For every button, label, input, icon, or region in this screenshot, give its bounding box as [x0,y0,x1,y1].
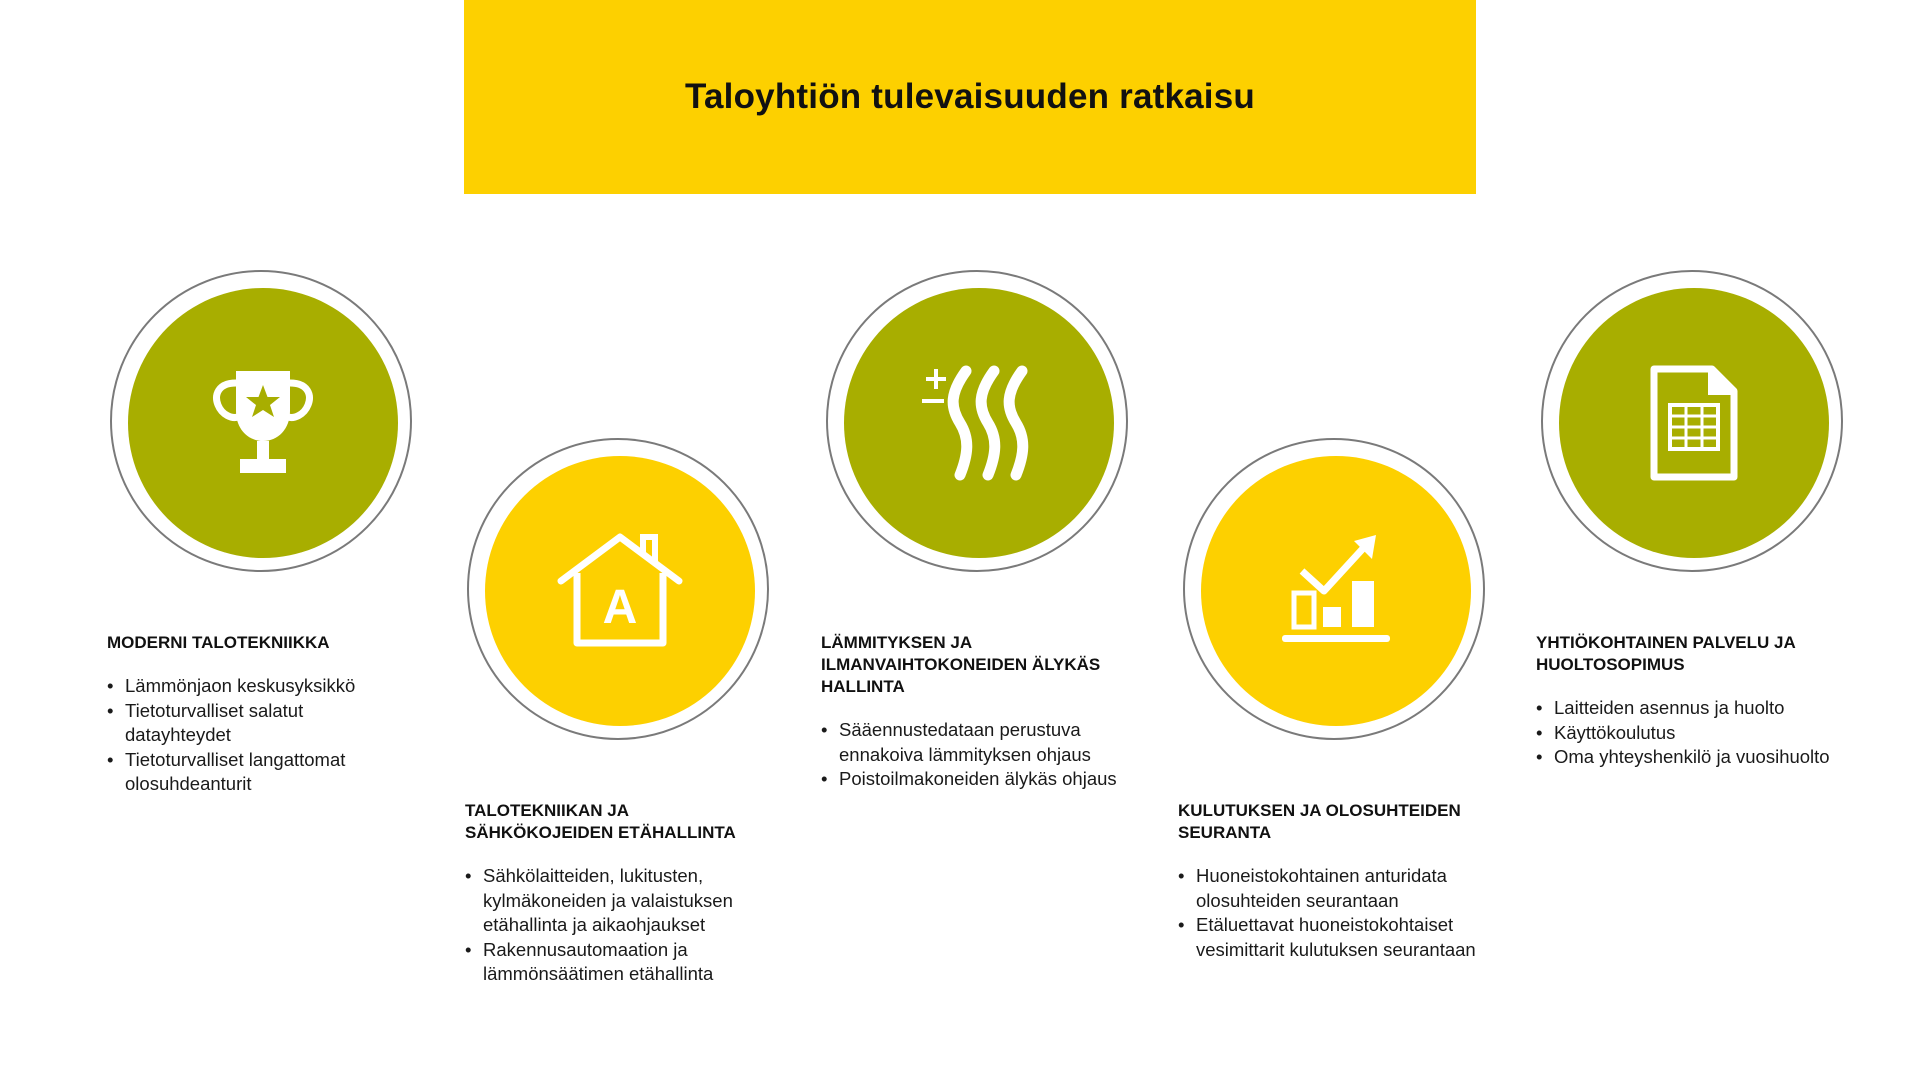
item-block-2 [465,800,765,987]
svg-text:A: A [602,581,638,634]
list-item: • Poistoilmakoneiden älykäs ohjaus [839,767,1131,792]
circle-etahallinta [467,438,769,740]
item-block-4 [1178,800,1488,962]
circle-fill [1201,456,1471,726]
list-item: • Tietoturvalliset salatut datayhteydet [125,699,407,748]
circle-palvelu [1541,270,1843,572]
list-item: • Oma yhteyshenkilö ja vuosihuolto [1554,745,1846,770]
spreadsheet-document-icon [1644,363,1744,483]
list-item: • Käyttökoulutus [1554,721,1846,746]
item-heading: YHTIÖKOHTAINEN PALVELU JA HUOLTOSOPIMUS [1536,633,1796,674]
item-heading: LÄMMITYKSEN JA ILMANVAIHTOKONEIDEN ÄLYKÄS HALLINTA [821,633,1101,696]
circle-fill [844,288,1114,558]
list-item: • Sähkölaitteiden, lukitusten, kylmäkoneiden ja valaistuksen etähallinta ja aikaohjaukset [483,864,765,938]
item-block-3 [821,632,1131,792]
circle-fill [128,288,398,558]
bullet-list [107,674,407,797]
house-a-icon [555,531,685,651]
trophy-icon [208,363,318,483]
circle-kulutus [1183,438,1485,740]
list-item: • Laitteiden asennus ja huolto [1554,696,1846,721]
item-heading: KULUTUKSEN JA OLOSUHTEIDEN SEURANTA [1178,801,1461,842]
heating-waves-icon [914,363,1044,483]
circle-moderni-talotekniikka [110,270,412,572]
bar-chart-trend-icon [1276,531,1396,651]
bullet-list [1178,864,1488,962]
item-block-5 [1536,632,1846,770]
bullet-list [1536,696,1846,770]
bullet-list [465,864,765,987]
circle-fill [485,456,755,726]
item-heading: MODERNI TALOTEKNIIKKA [107,633,330,652]
page-title: Taloyhtiön tulevaisuuden ratkaisu [685,77,1255,116]
circle-fill [1559,288,1829,558]
list-item: • Huoneistokohtainen anturidata olosuhteiden seurantaan [1196,864,1488,913]
circle-lammitys [826,270,1128,572]
item-block-1 [107,632,407,797]
bullet-list [821,718,1131,792]
item-heading: TALOTEKNIIKAN JA SÄHKÖKOJEIDEN ETÄHALLINTA [465,801,736,842]
list-item: • Sääennustedataan perustuva ennakoiva lämmityksen ohjaus [839,718,1131,767]
list-item: • Tietoturvalliset langattomat olosuhdeanturit [125,748,407,797]
list-item: • Lämmönjaon keskusyksikkö [125,674,407,699]
list-item: • Rakennusautomaation ja lämmönsäätimen etähallinta [483,938,765,987]
title-banner [464,0,1476,194]
list-item: • Etäluettavat huoneistokohtaiset vesimittarit kulutuksen seurantaan [1196,913,1488,962]
